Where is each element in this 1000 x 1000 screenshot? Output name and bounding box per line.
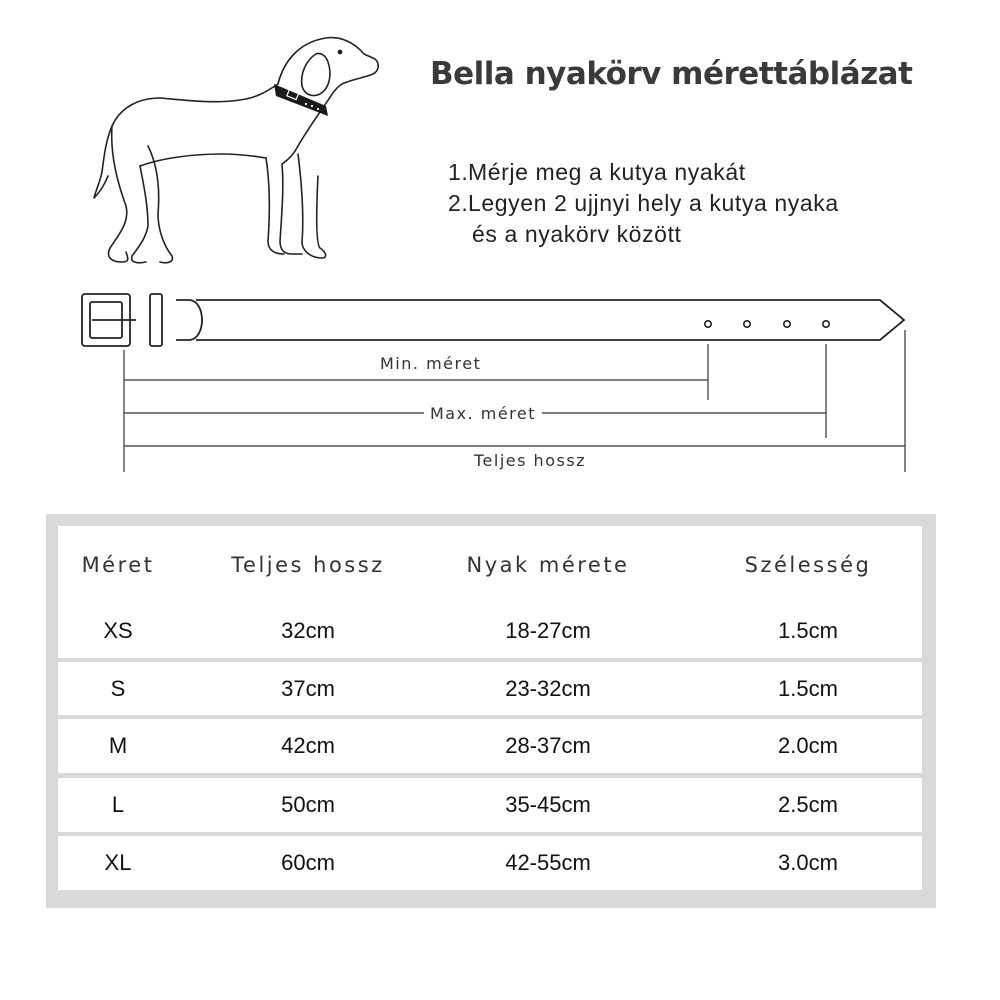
cell-size: XL (104, 850, 132, 875)
step-number: 1. (448, 159, 469, 185)
cell-width: 1.5cm (778, 675, 838, 701)
cell-total-length: 42cm (281, 733, 335, 758)
step-text-continuation: és a nyakörv között (472, 221, 682, 247)
min-size-label: Min. méret (374, 354, 487, 373)
table-row (58, 662, 922, 715)
instructions-list (448, 157, 839, 250)
instruction-step-2 (448, 188, 839, 219)
cell-width: 2.5cm (778, 792, 838, 817)
header-cell-size: Méret (81, 553, 155, 577)
size-table (46, 514, 936, 908)
table-row (58, 719, 922, 773)
total-length-label: Teljes hossz (468, 451, 592, 470)
cell-size: XS (103, 618, 133, 643)
step-text: Mérje meg a kutya nyakát (468, 159, 746, 185)
cell-total-length: 32cm (281, 618, 335, 643)
cell-total-length: 50cm (281, 792, 335, 817)
header-cell-neck-size: Nyak mérete (466, 553, 630, 577)
cell-neck-size: 35-45cm (505, 792, 591, 817)
cell-size: L (111, 792, 125, 817)
step-number: 2. (448, 190, 469, 216)
table-row (58, 778, 922, 832)
cell-total-length: 60cm (281, 850, 335, 875)
cell-neck-size: 18-27cm (505, 618, 591, 643)
cell-total-length: 37cm (281, 675, 335, 701)
cell-width: 3.0cm (778, 850, 838, 875)
table-row (58, 836, 922, 890)
header-cell-width: Szélesség (744, 553, 872, 577)
instruction-step-1 (448, 157, 839, 188)
cell-neck-size: 28-37cm (505, 733, 591, 758)
dog-illustration (88, 26, 388, 271)
cell-size: M (108, 733, 128, 758)
table-header-row (58, 526, 922, 604)
cell-size: S (110, 675, 126, 701)
step-text: Legyen 2 ujjnyi hely a kutya nyaka (468, 190, 839, 216)
cell-width: 1.5cm (778, 618, 838, 643)
table-row (58, 604, 922, 658)
collar-diagram (0, 280, 1000, 480)
max-size-label: Max. méret (424, 404, 542, 423)
cell-neck-size: 23-32cm (505, 675, 591, 701)
cell-width: 2.0cm (778, 733, 838, 758)
cell-neck-size: 42-55cm (505, 850, 591, 875)
page-title: Bella nyakörv mérettáblázat (430, 56, 913, 92)
header-cell-total-length: Teljes hossz (231, 553, 385, 577)
